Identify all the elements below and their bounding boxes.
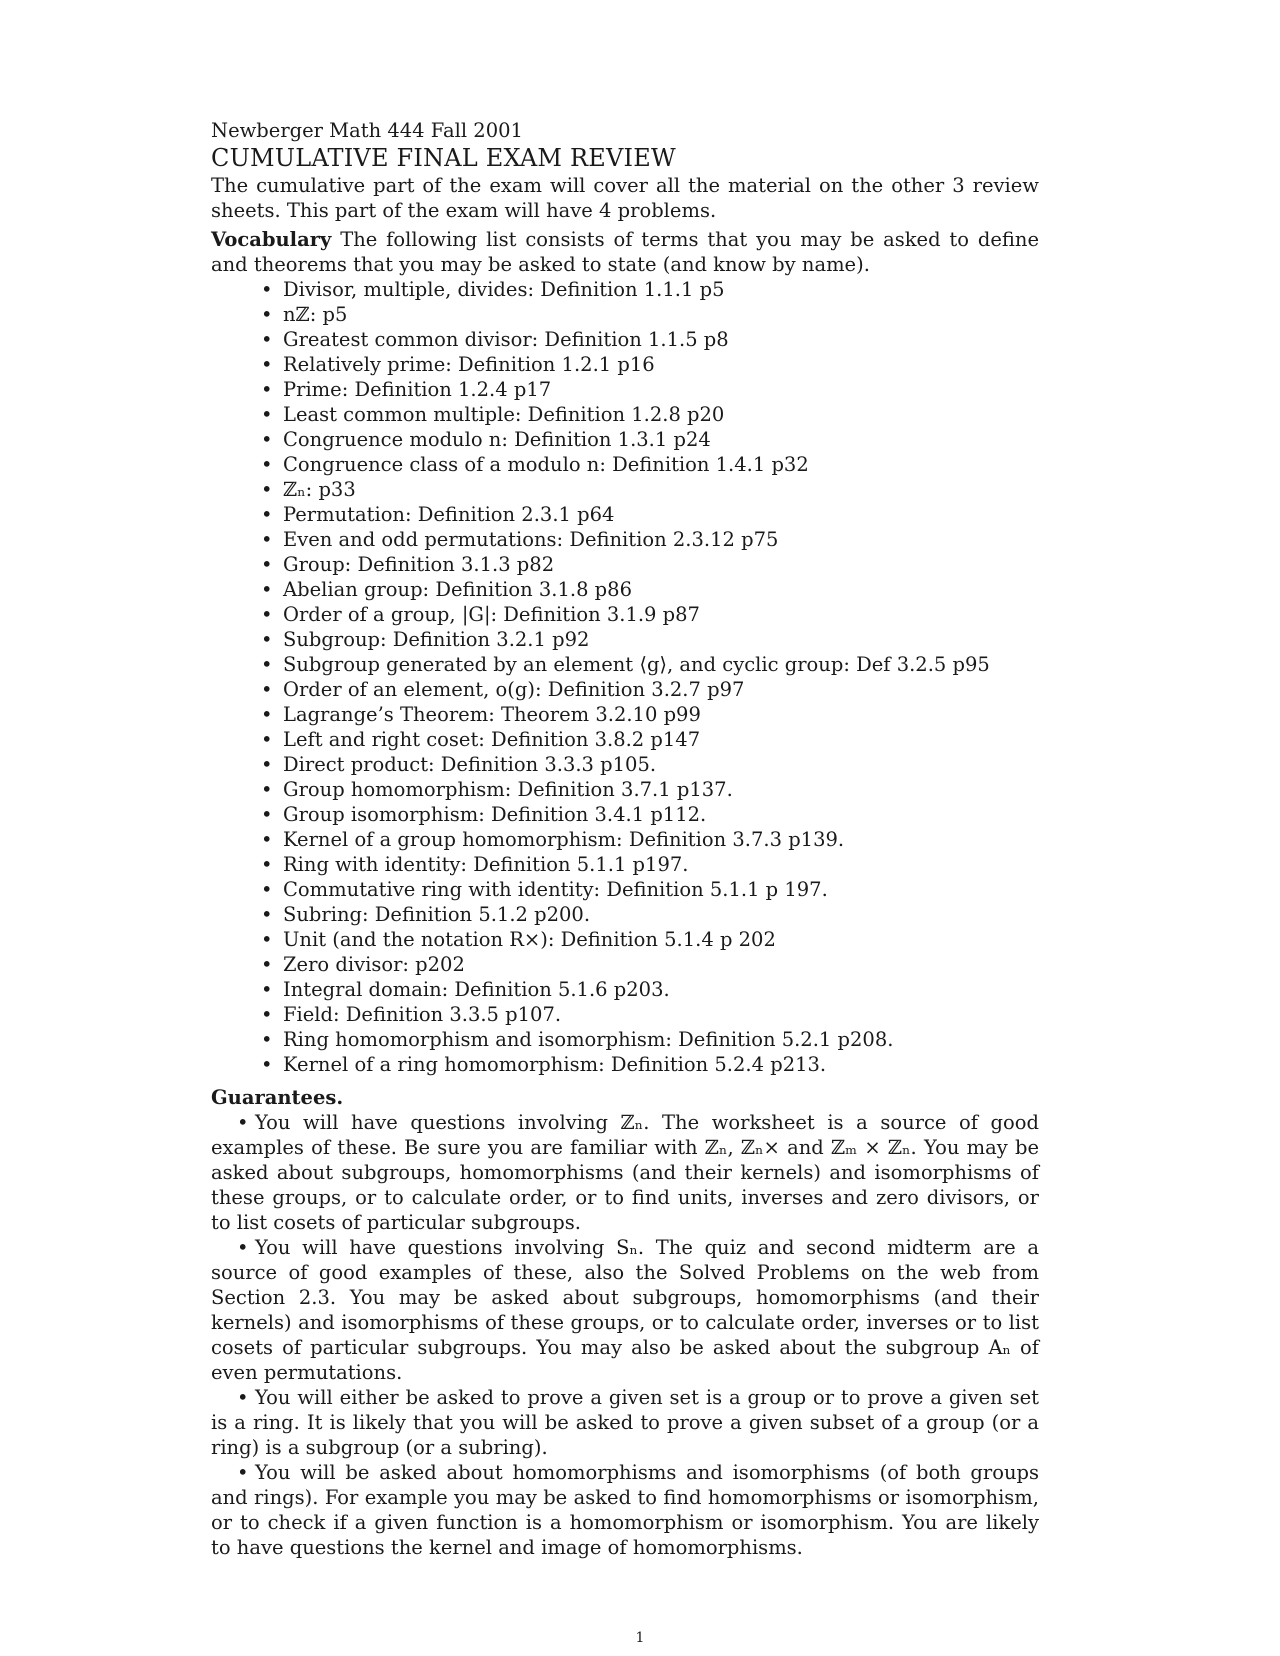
vocabulary-item: • Lagrange’s Theorem: Theorem 3.2.10 p99	[261, 702, 1039, 727]
vocabulary-item: • Subgroup generated by an element ⟨g⟩, and cyclic group: Def 3.2.5 p95	[261, 652, 1039, 677]
guarantee-text: You will have questions involving Sₙ. The quiz and second midterm are a source of good examples of these, also the Solved Problems on the web from Section 2.3. You may be asked about subgroups, homomorphisms (and their kernels) and isomorphisms of these groups, or to calculate order, inverses or to list cosets of particular subgroups. You may also be asked about the subgroup Aₙ of even permutations.	[211, 1236, 1039, 1384]
vocabulary-item: • Unit (and the notation R×): Definition 5.1.4 p 202	[261, 927, 1039, 952]
vocabulary-item: • Integral domain: Definition 5.1.6 p203.	[261, 977, 1039, 1002]
guarantee-text: You will either be asked to prove a given set is a group or to prove a given set is a ring. It is likely that you will be asked to prove a given subset of a group (or a ring) is a subgroup (or a subring).	[211, 1386, 1039, 1459]
vocabulary-item: • Abelian group: Definition 3.1.8 p86	[261, 577, 1039, 602]
page-title: CUMULATIVE FINAL EXAM REVIEW	[211, 144, 676, 172]
guarantee-item	[211, 1460, 1039, 1560]
vocabulary-item: • Subring: Definition 5.1.2 p200.	[261, 902, 1039, 927]
intro-paragraph: The cumulative part of the exam will cover all the material on the other 3 review sheets. This part of the exam will have 4 problems.	[211, 174, 1039, 222]
vocabulary-list	[211, 277, 1039, 1077]
vocabulary-item: • nℤ: p5	[261, 302, 1039, 327]
vocabulary-item: • Group homomorphism: Definition 3.7.1 p137.	[261, 777, 1039, 802]
guarantee-text: You will be asked about homomorphisms and isomorphisms (of both groups and rings). For example you may be asked to find homomorphisms or isomorphism, or to check if a given function is a homomorphism or isomorphism. You are likely to have questions the kernel and image of homomorphisms.	[211, 1461, 1039, 1559]
vocabulary-item: • Direct product: Definition 3.3.3 p105.	[261, 752, 1039, 777]
vocabulary-item: • Group isomorphism: Definition 3.4.1 p112.	[261, 802, 1039, 827]
guarantee-item	[211, 1385, 1039, 1460]
vocabulary-item: • Zero divisor: p202	[261, 952, 1039, 977]
vocabulary-item: • Ring with identity: Definition 5.1.1 p197.	[261, 852, 1039, 877]
vocabulary-item: • Order of a group, |G|: Definition 3.1.9 p87	[261, 602, 1039, 627]
vocabulary-item: • Divisor, multiple, divides: Definition 1.1.1 p5	[261, 277, 1039, 302]
vocabulary-intro-text: The following list consists of terms that you may be asked to define and theorems that you may be asked to state (and know by name).	[211, 228, 1039, 276]
vocabulary-item: • Left and right coset: Definition 3.8.2 p147	[261, 727, 1039, 752]
vocabulary-label: Vocabulary	[211, 228, 332, 251]
guarantee-item	[211, 1235, 1039, 1385]
vocabulary-item: • Subgroup: Definition 3.2.1 p92	[261, 627, 1039, 652]
vocabulary-item: • Relatively prime: Definition 1.2.1 p16	[261, 352, 1039, 377]
bullet-icon: •	[237, 1236, 249, 1259]
vocabulary-item: • Least common multiple: Definition 1.2.8 p20	[261, 402, 1039, 427]
document-page	[211, 118, 1039, 1560]
vocabulary-item: • Commutative ring with identity: Definition 5.1.1 p 197.	[261, 877, 1039, 902]
bullet-icon: •	[237, 1461, 249, 1484]
bullet-icon: •	[237, 1111, 249, 1134]
page-number: 1	[635, 1630, 645, 1646]
vocabulary-item: • ℤₙ: p33	[261, 477, 1039, 502]
vocabulary-item: • Kernel of a ring homomorphism: Definition 5.2.4 p213.	[261, 1052, 1039, 1077]
vocabulary-item: • Permutation: Definition 2.3.1 p64	[261, 502, 1039, 527]
guarantees-list	[211, 1110, 1039, 1560]
vocabulary-item: • Congruence modulo n: Definition 1.3.1 p24	[261, 427, 1039, 452]
vocabulary-item: • Ring homomorphism and isomorphism: Definition 5.2.1 p208.	[261, 1027, 1039, 1052]
vocabulary-intro	[211, 227, 1039, 277]
guarantee-text: You will have questions involving ℤₙ. The worksheet is a source of good examples of these. Be sure you are familiar with ℤₙ, ℤₙ× and ℤₘ × ℤₙ. You may be asked about subgroups, homomorphisms (and their kernels) and isomorphisms of these groups, or to calculate order, or to find units, inverses and zero divisors, or to list cosets of particular subgroups.	[211, 1111, 1039, 1234]
vocabulary-item: • Field: Definition 3.3.5 p107.	[261, 1002, 1039, 1027]
vocabulary-item: • Greatest common divisor: Definition 1.1.5 p8	[261, 327, 1039, 352]
bullet-icon: •	[237, 1386, 249, 1409]
guarantee-item	[211, 1110, 1039, 1235]
guarantees-heading: Guarantees.	[211, 1086, 344, 1109]
vocabulary-item: • Even and odd permutations: Definition 2.3.12 p75	[261, 527, 1039, 552]
vocabulary-item: • Order of an element, o(g): Definition 3.2.7 p97	[261, 677, 1039, 702]
vocabulary-item: • Prime: Definition 1.2.4 p17	[261, 377, 1039, 402]
vocabulary-item: • Group: Definition 3.1.3 p82	[261, 552, 1039, 577]
vocabulary-item: • Kernel of a group homomorphism: Definition 3.7.3 p139.	[261, 827, 1039, 852]
course-header: Newberger Math 444 Fall 2001	[211, 119, 523, 142]
vocabulary-item: • Congruence class of a modulo n: Definition 1.4.1 p32	[261, 452, 1039, 477]
